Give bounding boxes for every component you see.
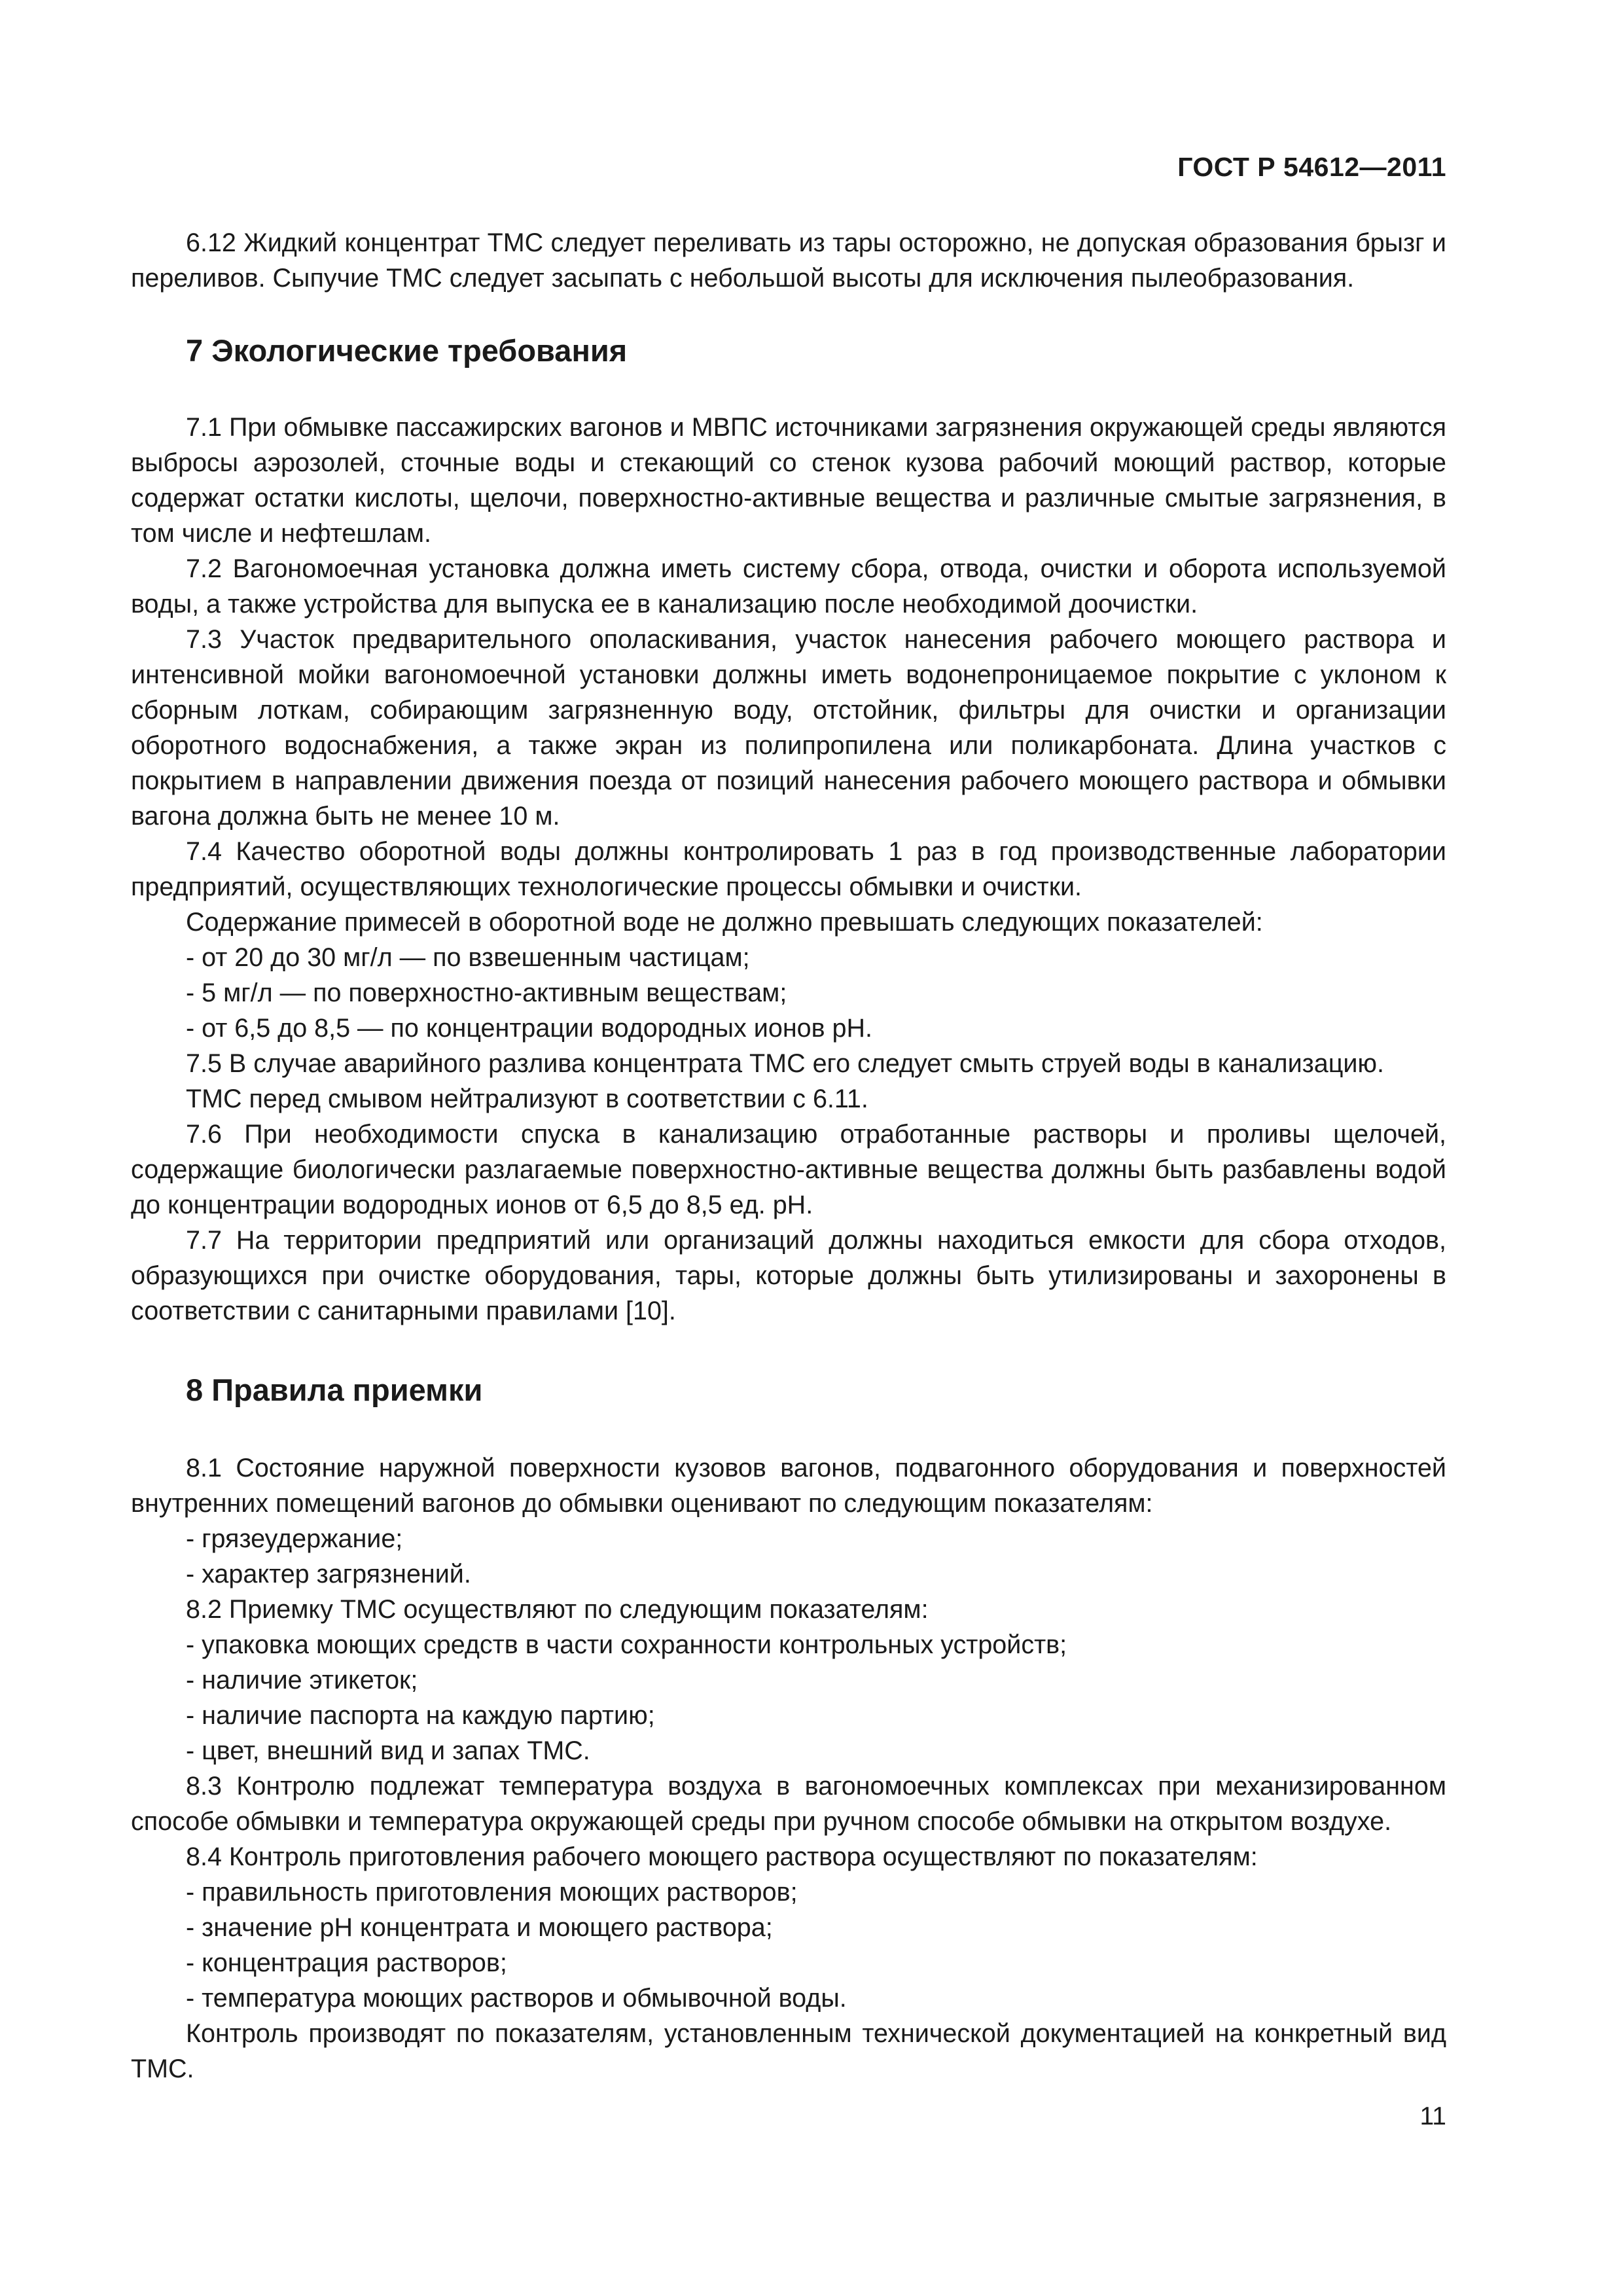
paragraph-8-3: 8.3 Контролю подлежат температура воздуха в вагономоечных комплексах при механизированном способе обмывки и температура окружающей среды при ручном способе обмывки на открытом воздухе. bbox=[131, 1772, 1446, 1836]
page-number: 11 bbox=[1419, 2102, 1446, 2130]
paragraph-7-2: 7.2 Вагономоечная установка должна иметь систему сбора, отвода, очистки и оборота используемой воды, а также устройства для выпуска ее в канализацию после необходимой доочистки. bbox=[131, 554, 1446, 619]
document-header: ГОСТ Р 54612—2011 bbox=[1177, 152, 1446, 182]
paragraph-8-4-control: Контроль производят по показателям, установленным технической документацией на конкретный вид ТМС. bbox=[131, 2019, 1446, 2083]
list-item: - цвет, внешний вид и запах ТМС. bbox=[186, 1736, 590, 1765]
list-item: - упаковка моющих средств в части сохранности контрольных устройств; bbox=[186, 1630, 1067, 1659]
list-item: - температура моющих растворов и обмывочной воды. bbox=[186, 1984, 847, 2013]
paragraph-7-4: 7.4 Качество оборотной воды должны контролировать 1 раз в год производственные лаборатории предприятий, осуществляющих технологические процессы обмывки и очистки. bbox=[131, 837, 1446, 901]
document-body bbox=[131, 225, 1446, 2087]
list-item: - правильность приготовления моющих растворов; bbox=[186, 1878, 798, 1907]
paragraph-7-6: 7.6 При необходимости спуска в канализацию отработанные растворы и проливы щелочей, содержащие биологически разлагаемые поверхностно-активные вещества должны быть разбавлены водой до концентрации водородных ионов от 6,5 до 8,5 ед. pH. bbox=[131, 1120, 1446, 1219]
list-item: - характер загрязнений. bbox=[186, 1560, 471, 1588]
paragraph-8-2: 8.2 Приемку ТМС осуществляют по следующим показателям: bbox=[186, 1595, 929, 1624]
list-item: - значение pH концентрата и моющего раствора; bbox=[186, 1913, 773, 1942]
paragraph-7-4-limits: Содержание примесей в оборотной воде не должно превышать следующих показателей: bbox=[186, 908, 1263, 937]
paragraph-7-7: 7.7 На территории предприятий или организаций должны находиться емкости для сбора отходов, образующихся при очистке оборудования, тары, которые должны быть утилизированы и захоронены в соответствии с санитарными правилами [10]. bbox=[131, 1226, 1446, 1325]
paragraph-7-1: 7.1 При обмывке пассажирских вагонов и МВПС источниками загрязнения окружающей среды являются выбросы аэрозолей, сточные воды и стекающий со стенок кузова рабочий моющий раствор, которые содержат остатки кислоты, щелочи, поверхностно-активные вещества и различные смытые загрязнения, в том числе и нефтешлам. bbox=[131, 413, 1446, 548]
list-item: - наличие паспорта на каждую партию; bbox=[186, 1701, 655, 1730]
list-item: - наличие этикеток; bbox=[186, 1666, 418, 1695]
paragraph-8-4: 8.4 Контроль приготовления рабочего моющего раствора осуществляют по показателям: bbox=[186, 1842, 1258, 1871]
paragraph-7-5: 7.5 В случае аварийного разлива концентрата ТМС его следует смыть струей воды в канализацию. bbox=[186, 1049, 1385, 1078]
list-item: - от 20 до 30 мг/л — по взвешенным частицам; bbox=[186, 943, 750, 972]
section-8-heading: 8 Правила приемки bbox=[186, 1372, 483, 1407]
paragraph-6-12: 6.12 Жидкий концентрат ТМС следует переливать из тары осторожно, не допуская образования брызг и переливов. Сыпучие ТМС следует засыпать с небольшой высоты для исключения пылеобразования. bbox=[131, 228, 1446, 293]
paragraph-7-3: 7.3 Участок предварительного ополаскивания, участок нанесения рабочего моющего раствора и интенсивной мойки вагономоечной установки должны иметь водонепроницаемое покрытие с уклоном к сборным лоткам, собирающим загрязненную воду, отстойник, фильтры для очистки и организации оборотного водоснабжения, а также экран из полипропилена или поликарбоната. Длина участков с покрытием в направлении движения поезда от позиций нанесения рабочего моющего раствора и обмывки вагона должна быть не менее 10 м. bbox=[131, 625, 1446, 831]
list-item: - грязеудержание; bbox=[186, 1524, 403, 1553]
list-item: - концентрация растворов; bbox=[186, 1948, 507, 1977]
paragraph-7-5-note: ТМС перед смывом нейтрализуют в соответствии с 6.11. bbox=[186, 1085, 868, 1113]
list-item: - от 6,5 до 8,5 — по концентрации водородных ионов pH. bbox=[186, 1014, 873, 1043]
section-7-heading: 7 Экологические требования bbox=[186, 333, 628, 368]
list-item: - 5 мг/л — по поверхностно-активным веществам; bbox=[186, 978, 787, 1007]
paragraph-8-1: 8.1 Состояние наружной поверхности кузовов вагонов, подвагонного оборудования и поверхностей внутренних помещений вагонов до обмывки оценивают по следующим показателям: bbox=[131, 1454, 1446, 1518]
